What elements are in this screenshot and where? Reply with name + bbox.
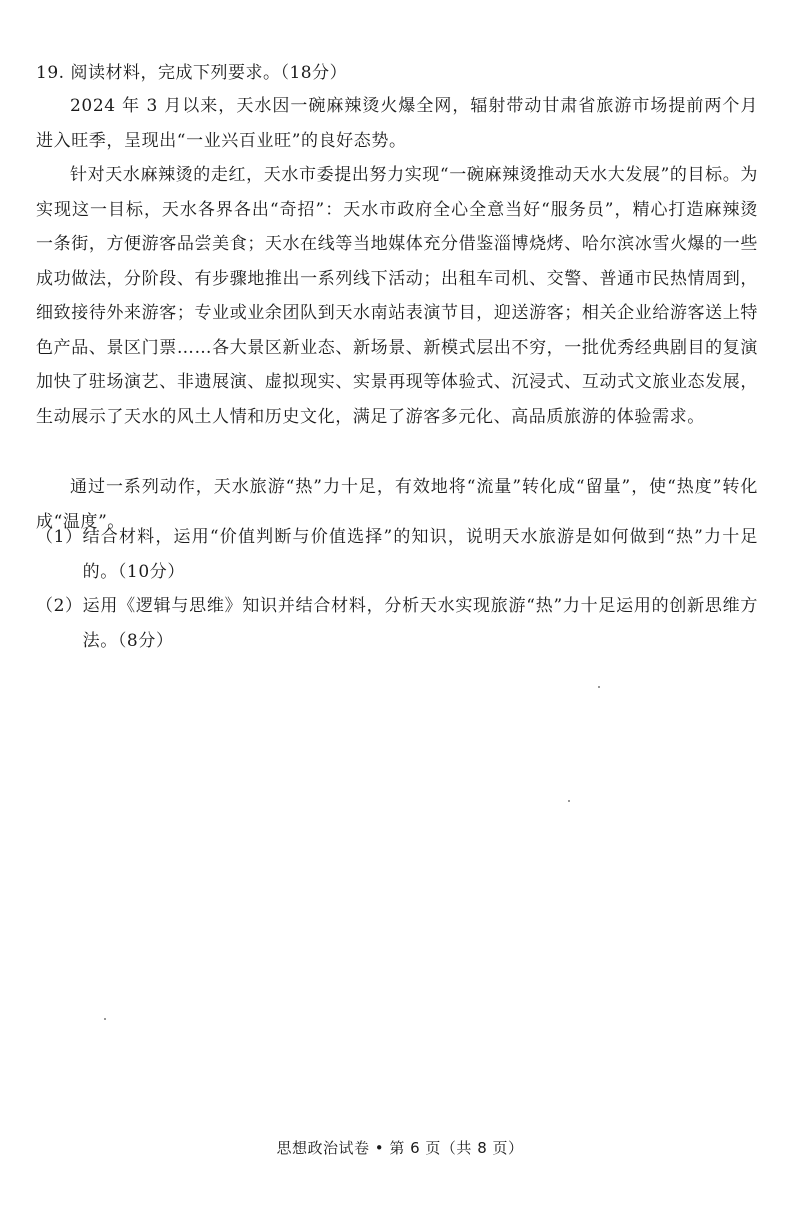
- page-footer: 思想政治试卷 • 第 6 页（共 8 页）: [276, 1139, 524, 1157]
- scan-speck: [568, 800, 570, 802]
- material-paragraph-3: 通过一系列动作，天水旅游“热”力十足，有效地将“流量”转化成“留量”，使“热度”转化成“温度”。: [36, 477, 758, 532]
- material-paragraph-1: 2024 年 3 月以来，天水因一碗麻辣烫火爆全网，辐射带动甘肃省旅游市场提前两个月进入旺季，呈现出“一业兴百业旺”的良好态势。: [36, 96, 758, 151]
- sub-question-text: 运用《逻辑与思维》知识并结合材料，分析天水实现旅游“热”力十足运用的创新思维方法。（8分）: [82, 596, 758, 651]
- sub-question-text: 结合材料，运用“价值判断与价值选择”的知识，说明天水旅游是如何做到“热”力十足的。（10分）: [82, 527, 758, 582]
- sub-question-2: [36, 589, 758, 658]
- material-paragraph-2: 针对天水麻辣烫的走红，天水市委提出努力实现“一碗麻辣烫推动天水大发展”的目标。为实现这一目标，天水各界各出“奇招”：天水市政府全心全意当好“服务员”，精心打造麻辣烫一条街，方便游客品尝美食；天水在线等当地媒体充分借鉴淄博烧烤、哈尔滨冰雪火爆的一些成功做法，分阶段、有步骤地推出一系列线下活动；出租车司机、交警、普通市民热情周到，细致接待外来游客；专业或业余团队到天水南站表演节目，迎送游客；相关企业给游客送上特色产品、景区门票……各大景区新业态、新场景、新模式层出不穷，一批优秀经典剧目的复演加快了驻场演艺、非遗展演、虚拟现实、实景再现等体验式、沉浸式、互动式文旅业态发展，生动展示了天水的风土人情和历史文化，满足了游客多元化、高品质旅游的体验需求。: [36, 165, 758, 427]
- question-title: 19. 阅读材料，完成下列要求。（18分）: [36, 63, 348, 83]
- sub-question-number: （2）: [36, 596, 83, 616]
- sub-question-1: [36, 520, 758, 589]
- scan-speck: [598, 686, 600, 688]
- scan-speck: [104, 1018, 106, 1020]
- sub-question-number: （1）: [36, 527, 83, 547]
